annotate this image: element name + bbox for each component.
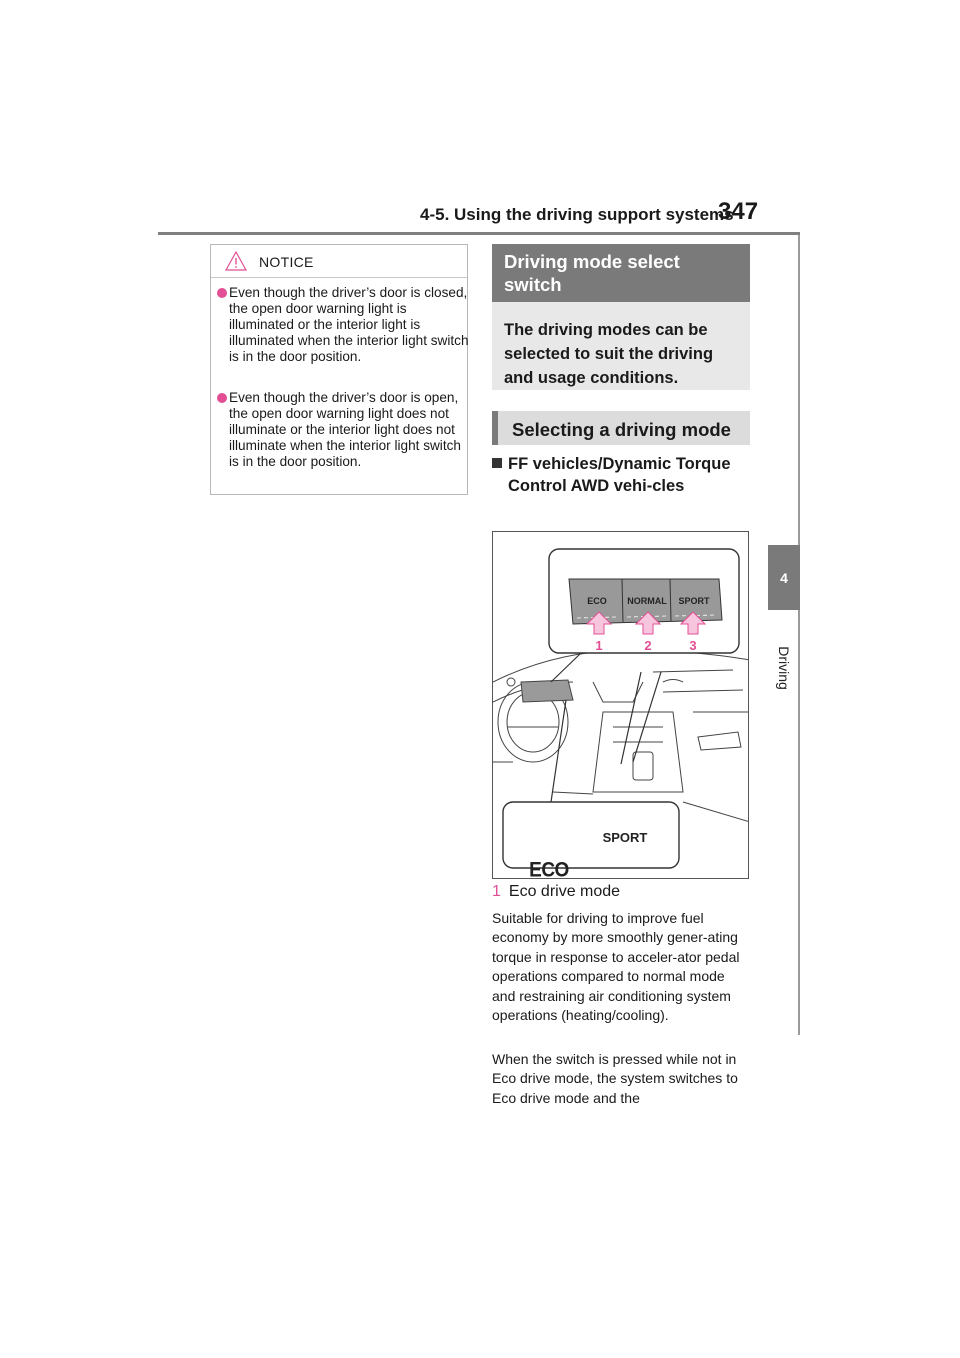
mode-item-eco	[492, 883, 620, 901]
mode-item-label: Eco drive mode	[508, 883, 621, 900]
notice-item	[219, 390, 473, 470]
driving-mode-switch-illustration	[492, 531, 749, 879]
section-intro-text: The driving modes can be selected to suit the driving and usage conditions.	[504, 321, 714, 387]
callout-number-3: 3	[689, 638, 697, 653]
dashboard-illustration	[493, 532, 749, 879]
callout-number-2: 2	[644, 638, 652, 653]
callout-number-1: 1	[595, 638, 603, 653]
chapter-number-tab	[768, 545, 800, 610]
subsection-heading-text: Selecting a driving mode	[512, 419, 731, 440]
chapter-label: Driving	[776, 646, 792, 690]
section-heading-text: Driving mode select switch	[504, 251, 680, 295]
warning-triangle-icon	[225, 251, 247, 271]
eco-mode-switch-note: When the switch is pressed while not in Eco drive mode, the system switches to Eco drive mode and the	[492, 1051, 738, 1106]
notice-box	[210, 244, 468, 495]
notice-item-text: Even though the driver’s door is closed, the open door warning light is illuminated or the interior light is illuminated when the interior light switch is in the door position.	[229, 285, 469, 364]
bullet-icon	[217, 393, 227, 403]
eco-mode-description: Suitable for driving to improve fuel economy by more smoothly gener-ating torque in response to acceler-ator pedal operations compared to normal mode and restraining air conditioning system operations (heating/cooling).	[492, 910, 740, 1024]
bullet-icon	[217, 288, 227, 298]
mode-item-number: 1	[492, 883, 501, 900]
notice-header	[211, 245, 467, 278]
header-rule	[158, 232, 800, 235]
notice-item-text: Even though the driver’s door is open, the open door warning light does not illuminate or the interior light does not illuminate when the interior light switch is in the door position.	[229, 390, 461, 469]
notice-title: NOTICE	[259, 254, 314, 270]
subsection-heading	[492, 411, 750, 445]
indicator-label-sport: SPORT	[602, 830, 648, 845]
indicator-label-eco: ECO	[529, 858, 569, 879]
page-number: 347	[718, 198, 759, 225]
switch-label-eco: ECO	[587, 596, 607, 606]
vehicle-heading-text: FF vehicles/Dynamic Torque Control AWD vehi-cles	[508, 455, 731, 495]
switch-label-sport: SPORT	[678, 596, 710, 606]
chapter-number: 4	[780, 569, 788, 586]
section-intro	[492, 302, 750, 390]
square-bullet-icon	[492, 458, 502, 468]
section-header-title: 4-5. Using the driving support systems	[420, 205, 734, 224]
side-tab-rule	[798, 235, 800, 1035]
notice-item	[219, 285, 473, 365]
switch-label-normal: NORMAL	[627, 596, 667, 606]
section-heading	[492, 244, 750, 302]
